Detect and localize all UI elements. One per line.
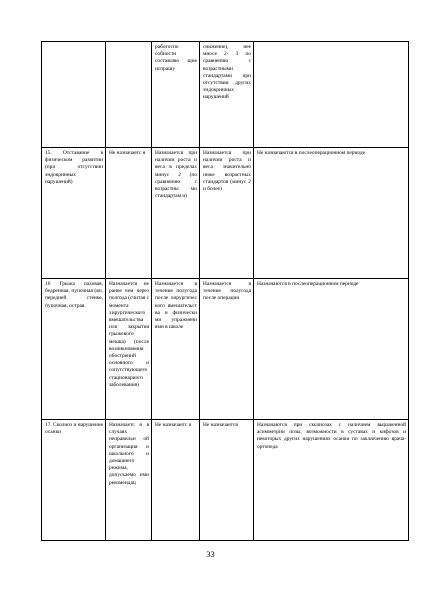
table-row <box>42 279 409 420</box>
table-cell <box>42 42 106 148</box>
table-cell: Не назначается <box>200 420 254 541</box>
table-cell: Не назначаетс я <box>152 420 200 541</box>
table-cell: Назначаются при сколиозах с наличием выраженной асимметрии позы, возможности в суставах и кифозов и некоторых других нарушениях осанки по заключению врача-ортопеда <box>254 420 409 541</box>
table-cell: Назначается не ранее чем через полгода (считая с момента хирургического вмешательства или закрытия грыжевого мешка) (после возникновения обострений основного и сопутствующего стационарного заболевания) <box>106 279 152 420</box>
condition-cell: 16 Грыжа паховая, бедренная, пупочная (вп, передней стенке, пупочная, острая. <box>42 279 106 420</box>
table-cell: Назначается в течение полугода после хирургичес кого вмешательст ва и физически ми упражнени ями в школе <box>152 279 200 420</box>
table-cell: работоспо собности составляю щие испрашу <box>152 42 200 148</box>
table-cell: Назначается при наличии роста и веса в пределах минус 2 (по сравнению с возрастны ми стандартам и) <box>152 148 200 279</box>
table-row <box>42 420 409 541</box>
table-cell: Назначается в течение полугода после операции <box>200 279 254 420</box>
condition-cell: 15. Отставание в физическом развитии (при отсутствии эндокринных нарушений) <box>42 148 106 279</box>
page-number: 33 <box>206 549 215 559</box>
table-cell <box>106 42 152 148</box>
table-cell: Не назначаетс я <box>106 148 152 279</box>
table-row <box>42 148 409 279</box>
table-row <box>42 42 409 148</box>
table-cell: Не назначаются в послеоперационном периоде <box>254 148 409 279</box>
table-cell <box>254 42 409 148</box>
table-cell: снижение), нее мносе 2- 3 по сравнению с возрастными стандартами при отсутствии других эндокринных нарушений <box>200 42 254 148</box>
condition-cell: 17. Сколиоз и нарушение осанки <box>42 420 106 541</box>
table-cell: Назначается при наличии роста и веса значительно ниже возрастных стандартов (минус 2 и более) <box>200 148 254 279</box>
recommendations-table <box>41 41 409 541</box>
table-cell: Назначаются в послеоперационном периоде <box>254 279 409 420</box>
table-cell: Назначаетс я в случаях неправильн ой организация и школьного и домашнего режима, допускаемо ими рекомендац <box>106 420 152 541</box>
